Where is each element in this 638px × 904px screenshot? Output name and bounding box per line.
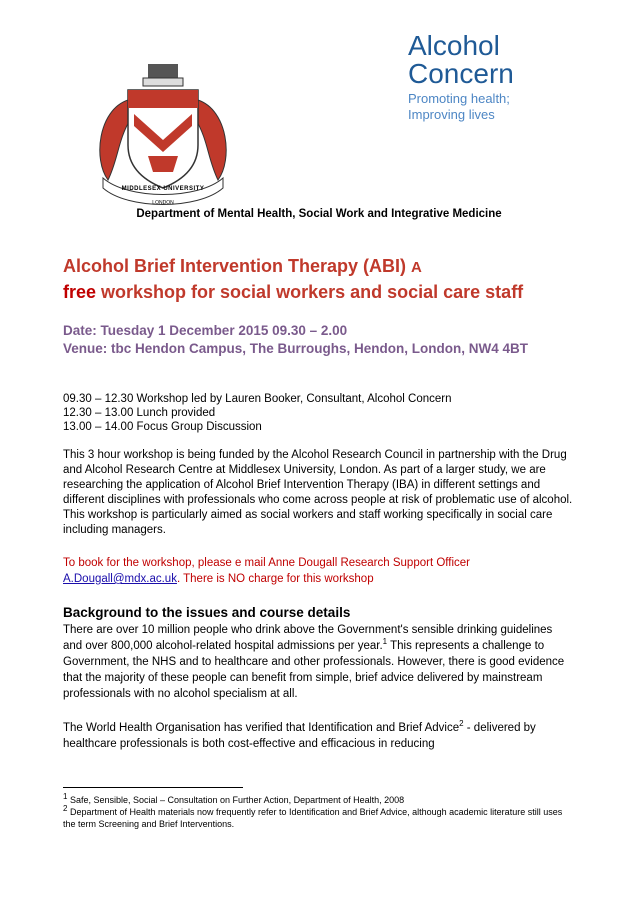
footnote-number: 1	[63, 792, 68, 801]
footnote-text: Department of Health materials now frequently refer to Identification and Brief Advice, although academic literature still uses the term Screening and Brief Interventions.	[63, 807, 563, 829]
logo-name-line1: Alcohol	[408, 30, 500, 61]
footnotes	[63, 794, 573, 830]
schedule-item: 12.30 – 13.00 Lunch provided	[63, 407, 216, 419]
footnote-ref-1: 1	[382, 637, 388, 647]
event-venue: Venue: tbc Hendon Campus, The Burroughs, Hendon, London, NW4 4BT	[63, 341, 528, 356]
title-line2: workshop for social workers and social care staff	[96, 282, 524, 302]
footnote	[63, 794, 573, 806]
footnote	[63, 806, 573, 830]
title-tail: A	[411, 259, 422, 276]
booking-email-link[interactable]: A.Dougall@mdx.ac.uk	[63, 573, 177, 585]
booking-paragraph	[63, 555, 583, 587]
department-heading: Department of Mental Health, Social Work and Integrative Medicine	[136, 208, 502, 220]
schedule-list	[63, 392, 451, 434]
background-para1-text: There are over 10 million people who drink above the Government's sensible drinking guidelines and over 800,000 alcohol-related hospital admissions per year.	[63, 624, 553, 652]
title-free: free	[63, 282, 97, 302]
background-heading: Background to the issues and course details	[63, 605, 351, 620]
logo-name-line2: Concern	[408, 58, 514, 89]
alcohol-concern-logo	[408, 30, 558, 125]
crest-city: LONDON	[152, 200, 174, 206]
middlesex-university-crest	[88, 60, 238, 210]
event-details	[63, 322, 583, 358]
crest-motto: MIDDLESEX UNIVERSITY	[121, 186, 205, 192]
title-main: Alcohol Brief Intervention Therapy (ABI)	[63, 256, 407, 276]
background-para2-text-cont: - delivered by healthcare professionals is both cost-effective and efficacious in reducing	[63, 722, 536, 750]
footnote-divider	[63, 787, 243, 788]
logo-tagline-2: Improving lives	[408, 107, 495, 122]
schedule-item: 09.30 – 12.30 Workshop led by Lauren Booker, Consultant, Alcohol Concern	[63, 393, 452, 405]
background-paragraph-1	[63, 622, 573, 702]
schedule-item: 13.00 – 14.00 Focus Group Discussion	[63, 421, 262, 433]
event-date: Date: Tuesday 1 December 2015 09.30 – 2.00	[63, 323, 348, 338]
logo-tagline-1: Promoting health;	[408, 91, 510, 106]
footnote-number: 2	[63, 804, 68, 813]
booking-after: . There is NO charge for this workshop	[176, 573, 374, 585]
footnote-text: Safe, Sensible, Social – Consultation on Further Action, Department of Health, 2008	[67, 795, 405, 805]
intro-paragraph: This 3 hour workshop is being funded by the Alcohol Research Council in partnership with the Drug and Alcohol Research Centre at Middlesex University, London. As part of a larger study, we are researching the application of Alcohol Brief Intervention Therapy (IBA) in different settings and different disciplines with professionals who come across people at risk of problematic use of alcohol. This workshop is particularly aimed as social workers and staff working specifically in social care including managers.	[63, 449, 573, 536]
background-para1-text-cont: This represents a challenge to Government, the NHS and to healthcare and other professionals. However, there is good evidence that the majority of these people can benefit from simple, brief advice delivered by mainstream professionals with no alcohol specialism at all.	[63, 640, 565, 700]
background-paragraph-2	[63, 720, 573, 752]
background-para2-text: The World Health Organisation has verified that Identification and Brief Advice	[63, 722, 460, 734]
booking-text: To book for the workshop, please e mail Anne Dougall Research Support Officer	[63, 557, 470, 569]
workshop-title	[63, 254, 573, 304]
footnote-ref-2: 2	[459, 719, 464, 729]
